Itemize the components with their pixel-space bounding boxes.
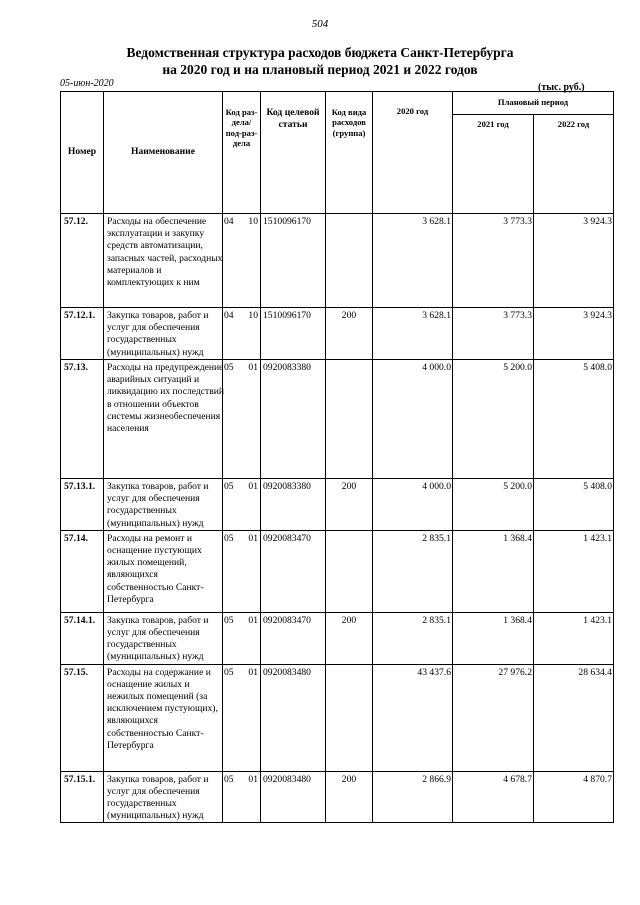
unit-label: (тыс. руб.) <box>538 82 585 93</box>
row-name: Закупка товаров, работ и услуг для обеспечения государственных (муниципальных) нужд <box>104 612 223 664</box>
row-cs: 0920083380 <box>261 360 326 479</box>
header-plan-period: Плановый период <box>453 92 614 115</box>
row-name: Расходы на предупреждение аварийных ситуаций и ликвидацию их последствий в отношении объектов системы жизнеобеспечения населения <box>104 360 223 479</box>
row-2021: 3 773.3 <box>453 214 534 308</box>
row-number: 57.13. <box>61 360 104 479</box>
row-number: 57.14. <box>61 530 104 612</box>
table-row <box>61 308 614 360</box>
row-cs: 0920083480 <box>261 771 326 823</box>
row-2022: 3 924.3 <box>534 214 614 308</box>
row-cs: 0920083380 <box>261 479 326 531</box>
header-2020: 2020 год <box>373 92 453 214</box>
row-2020: 2 835.1 <box>373 530 453 612</box>
header-vr: Код вида расходов (группа) <box>326 92 373 214</box>
row-2021: 5 200.0 <box>453 360 534 479</box>
table-row <box>61 360 614 479</box>
row-name: Закупка товаров, работ и услуг для обеспечения государственных (муниципальных) нужд <box>104 308 223 360</box>
row-razdel: 05 01 <box>223 612 261 664</box>
header-cs: Код целевой статьи <box>261 92 326 214</box>
table-row <box>61 479 614 531</box>
row-razdel: 05 01 <box>223 771 261 823</box>
row-2020: 4 000.0 <box>373 360 453 479</box>
row-number: 57.13.1. <box>61 479 104 531</box>
title-line-2: на 2020 год и на плановый период 2021 и 2022 годов <box>162 62 478 77</box>
row-number: 57.12.1. <box>61 308 104 360</box>
table-row <box>61 214 614 308</box>
row-vr: 200 <box>326 479 373 531</box>
row-cs: 1510096170 <box>261 308 326 360</box>
header-number: Номер <box>61 92 104 214</box>
row-number: 57.14.1. <box>61 612 104 664</box>
header-razdel: Код раз-дела/ под-раз-дела <box>223 92 261 214</box>
row-2021: 5 200.0 <box>453 479 534 531</box>
row-razdel: 05 01 <box>223 530 261 612</box>
row-number: 57.12. <box>61 214 104 308</box>
budget-table <box>60 91 614 823</box>
header-name: Наименование <box>104 92 223 214</box>
row-2022: 28 634.4 <box>534 664 614 771</box>
table-row <box>61 771 614 823</box>
row-vr <box>326 530 373 612</box>
row-2022: 5 408.0 <box>534 479 614 531</box>
row-2021: 3 773.3 <box>453 308 534 360</box>
row-razdel: 05 01 <box>223 360 261 479</box>
row-2020: 4 000.0 <box>373 479 453 531</box>
row-2022: 5 408.0 <box>534 360 614 479</box>
row-vr: 200 <box>326 612 373 664</box>
row-2021: 4 678.7 <box>453 771 534 823</box>
row-name: Закупка товаров, работ и услуг для обеспечения государственных (муниципальных) нужд <box>104 479 223 531</box>
row-razdel: 05 01 <box>223 479 261 531</box>
page-number: 504 <box>311 18 329 30</box>
row-2020: 2 835.1 <box>373 612 453 664</box>
header-2021: 2021 год <box>453 115 534 214</box>
row-2020: 3 628.1 <box>373 308 453 360</box>
row-razdel: 04 10 <box>223 214 261 308</box>
row-name: Расходы на обеспечение эксплуатации и закупку средств автоматизации, запасных частей, расходных материалов и комплектующих к ним <box>104 214 223 308</box>
row-vr <box>326 214 373 308</box>
row-2021: 1 368.4 <box>453 612 534 664</box>
row-razdel: 05 01 <box>223 664 261 771</box>
row-2020: 2 866.9 <box>373 771 453 823</box>
document-date: 05-июн-2020 <box>60 78 114 89</box>
title-line-1: Ведомственная структура расходов бюджета Санкт-Петербурга <box>126 45 514 60</box>
row-vr <box>326 360 373 479</box>
row-2022: 1 423.1 <box>534 530 614 612</box>
row-vr: 200 <box>326 308 373 360</box>
table-row <box>61 530 614 612</box>
row-cs: 1510096170 <box>261 214 326 308</box>
row-vr: 200 <box>326 771 373 823</box>
table-row <box>61 612 614 664</box>
row-2022: 3 924.3 <box>534 308 614 360</box>
row-2020: 3 628.1 <box>373 214 453 308</box>
row-2021: 27 976.2 <box>453 664 534 771</box>
header-2022: 2022 год <box>534 115 614 214</box>
row-2022: 4 870.7 <box>534 771 614 823</box>
row-name: Расходы на содержание и оснащение жилых и нежилых помещений (за исключением пустующих), являющихся собственностью Санкт-Петербурга <box>104 664 223 771</box>
row-number: 57.15.1. <box>61 771 104 823</box>
row-number: 57.15. <box>61 664 104 771</box>
row-2021: 1 368.4 <box>453 530 534 612</box>
row-cs: 0920083470 <box>261 612 326 664</box>
row-vr <box>326 664 373 771</box>
row-name: Закупка товаров, работ и услуг для обеспечения государственных (муниципальных) нужд <box>104 771 223 823</box>
row-cs: 0920083480 <box>261 664 326 771</box>
table-row <box>61 664 614 771</box>
row-2020: 43 437.6 <box>373 664 453 771</box>
row-razdel: 04 10 <box>223 308 261 360</box>
document-title <box>0 44 640 78</box>
row-cs: 0920083470 <box>261 530 326 612</box>
row-2022: 1 423.1 <box>534 612 614 664</box>
row-name: Расходы на ремонт и оснащение пустующих жилых помещений, являющихся собственностью Санкт-Петербурга <box>104 530 223 612</box>
